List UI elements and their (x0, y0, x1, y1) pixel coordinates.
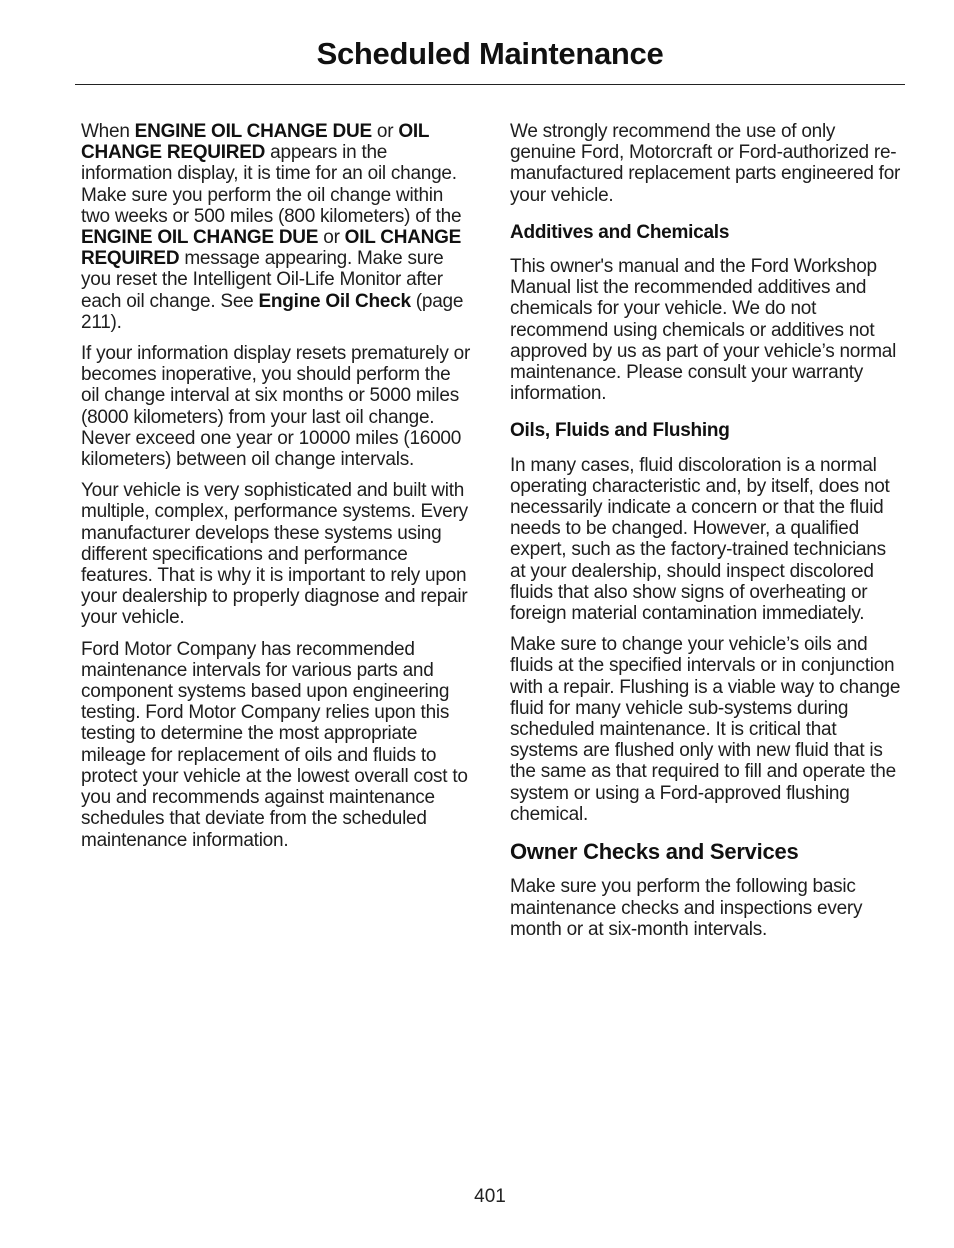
additives-heading: Additives and Chemicals (510, 221, 730, 243)
text-segment: or (318, 227, 345, 249)
additives-paragraph: This owner's manual and the Ford Workshop Manual list the recommended additives and chemicals for your vehicle. We do not recommend using chemicals or additives not approved by us as part of your vehicle’s normal maintenance. Please consult your warranty information. (510, 256, 897, 405)
message-engine-oil-change-due: ENGINE OIL CHANGE DUE (134, 121, 372, 142)
genuine-parts-paragraph: We strongly recommend the use of only genuine Ford, Motorcraft or Ford-authorized re-manufactured replacement parts engineered for your vehicle. (510, 121, 901, 206)
page-header (75, 30, 905, 85)
owner-checks-heading: Owner Checks and Services (510, 839, 799, 865)
message-oil-change-required: OIL CHANGE REQUIRED (81, 121, 429, 164)
oil-change-due-paragraph (81, 121, 473, 333)
message-oil-change-required: OIL CHANGE REQUIRED (81, 227, 462, 270)
sophisticated-vehicle-paragraph: Your vehicle is very sophisticated and built with multiple, complex, performance systems. Every manufacturer develops these systems using different specifications and performance features. That is why it is important to rely upon your dealership to properly diagnose and repair your vehicle. (81, 480, 468, 629)
text-segment: When (81, 121, 135, 142)
fluid-discoloration-paragraph: In many cases, fluid discoloration is a normal operating characteristic and, by itself, does not necessarily indicate a concern or that the fluid needs to be changed. However, a qualified expert, such as the factory-trained technicians at your dealership, should inspect discolored fluids that also show signs of overheating or foreign material contamination immediately. (510, 454, 890, 625)
right-column (510, 121, 902, 950)
flushing-paragraph: Make sure to change your vehicle’s oils and fluids at the specified intervals or in conjunction with a repair. Flushing is a viable way to change fluid for many vehicle sub-systems during scheduled maintenance. It is critical that systems are flushed only with new fluid that is the same as that required to fill and operate the system or using a Ford-approved flushing chemical. (510, 634, 901, 825)
left-column (81, 121, 473, 861)
text-segment: message appearing. Make sure you reset the Intelligent Oil-Life Monitor after each oil change. See (81, 248, 444, 312)
page-number: 401 (474, 1186, 506, 1207)
recommended-intervals-paragraph: Ford Motor Company has recommended maintenance intervals for various parts and component systems based upon engineering testing. Ford Motor Company relies upon this testing to determine the most appropriate mileage for replacement of oils and fluids to protect your vehicle at the lowest overall cost to you and recommends against maintenance schedules that deviate from the scheduled maintenance information. (81, 638, 468, 851)
oils-fluids-heading: Oils, Fluids and Flushing (510, 420, 730, 442)
message-engine-oil-change-due: ENGINE OIL CHANGE DUE (81, 227, 319, 249)
engine-oil-check-reference: Engine Oil Check (258, 290, 411, 312)
text-segment: appears in the information display, it is time for an oil change. Make sure you perform the oil change within two weeks or 500 miles (800 kilometers) of the (81, 142, 462, 227)
owner-checks-paragraph: Make sure you perform the following basic maintenance checks and inspections every month or at six-month intervals. (510, 876, 863, 940)
display-reset-paragraph: If your information display resets prematurely or becomes inoperative, you should perform the oil change interval at six months or 5000 miles (8000 kilometers) from your last oil change. Never exceed one year or 10000 miles (16000 kilometers) between oil change intervals. (81, 343, 471, 471)
text-segment: or (371, 121, 399, 142)
page-title: Scheduled Maintenance (316, 36, 664, 71)
page-reference: (page 211). (81, 290, 464, 333)
